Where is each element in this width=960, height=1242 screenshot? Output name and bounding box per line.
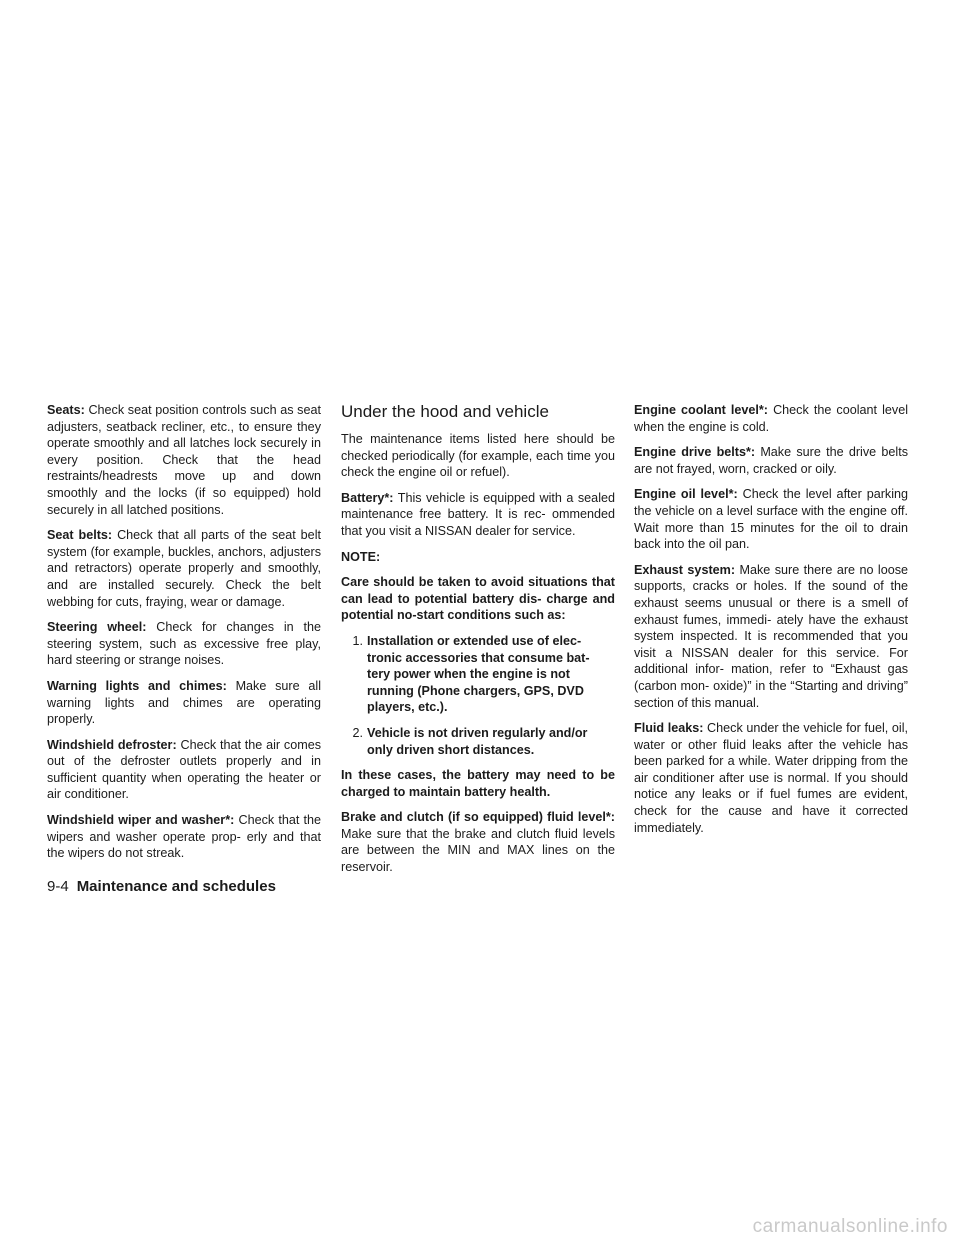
exhaust-label: Exhaust system: xyxy=(634,562,736,577)
column-right xyxy=(634,402,908,845)
drive-belts-text: Make sure the drive belts are not frayed, worn, cracked or oily. xyxy=(634,445,908,476)
coolant-paragraph xyxy=(634,402,908,435)
seats-label: Seats: xyxy=(47,403,85,417)
list-item xyxy=(341,725,615,758)
oil-level-label: Engine oil level*: xyxy=(634,487,738,502)
battery-text: This vehicle is equipped with a sealed maintenance free battery. It is rec- ommended that you visit a NISSAN dealer for service. xyxy=(341,490,615,538)
battery-paragraph xyxy=(341,490,615,540)
brake-clutch-label: Brake and clutch (if so equipped) fluid level*: xyxy=(341,810,615,825)
brake-clutch-text: Make sure that the brake and clutch fluid levels are between the MIN and MAX lines on the reservoir. xyxy=(341,826,615,875)
wiper-washer-text: Check that the wipers and washer operate prop- erly and that the wipers do not streak. xyxy=(47,813,322,861)
steering-wheel-label: Steering wheel: xyxy=(47,620,147,635)
steering-wheel-paragraph xyxy=(47,619,321,669)
windshield-defroster-label: Windshield defroster: xyxy=(47,737,177,752)
battery-condition-list xyxy=(341,633,615,758)
wiper-washer-label: Windshield wiper and washer*: xyxy=(47,813,235,828)
battery-label: Battery*: xyxy=(341,490,394,505)
seats-text: Check seat position controls such as seat adjusters, seatback recliner, etc., to ensure they operate smoothly and all latches lock securely in every position. Check that the head restraints/headrests move up and down smoothly and the locks (if so equipped) hold securely in all latched positions. xyxy=(47,403,321,517)
coolant-label: Engine coolant level*: xyxy=(634,403,768,417)
seat-belts-paragraph xyxy=(47,527,321,610)
warning-lights-text: Make sure all warning lights and chimes are operating properly. xyxy=(47,678,321,727)
seat-belts-text: Check that all parts of the seat belt system (for example, buckles, anchors, adjusters and retractors) operate properly and smoothly, and are installed securely. Check the belt webbing for cuts, fraying, wear or damage. xyxy=(47,528,321,609)
windshield-defroster-text: Check that the air comes out of the defroster outlets properly and in sufficient quantity when operating the heater or air conditioner. xyxy=(47,737,322,802)
intro-paragraph: The maintenance items listed here should be checked periodically (for example, each time you check the engine oil or refuel). xyxy=(341,432,615,480)
list-text: Installation or extended use of elec- tronic accessories that consume bat- tery power when the engine is not running (Phone chargers, GPS, DVD players, etc.). xyxy=(367,633,590,715)
exhaust-text: Make sure there are no loose supports, cracks or holes. If the sound of the exhaust seems unusual or there is a smell of exhaust fumes, immedi- ately have the exhaust system inspected. It is recommended that you visit a NISSAN dealer for this service. For additional infor- mation, refer to “Exhaust gas (carbon mon- oxide)” in the “Starting and driving” section of this manual. xyxy=(634,562,909,710)
cases-paragraph: In these cases, the battery may need to be charged to maintain battery health. xyxy=(341,768,615,799)
note-text: Care should be taken to avoid situations that can lead to potential battery dis- charge and potential no-start conditions such as: xyxy=(341,575,615,623)
windshield-defroster-paragraph xyxy=(47,737,321,803)
drive-belts-label: Engine drive belts*: xyxy=(634,445,756,460)
drive-belts-paragraph xyxy=(634,444,908,477)
warning-lights-paragraph xyxy=(47,678,321,728)
warning-lights-label: Warning lights and chimes: xyxy=(47,678,227,693)
section-title: Maintenance and schedules xyxy=(76,878,276,895)
list-text: Vehicle is not driven regularly and/or only driven short distances. xyxy=(367,725,588,757)
coolant-text: Check the coolant level when the engine is cold. xyxy=(634,403,908,434)
seat-belts-label: Seat belts: xyxy=(47,528,113,543)
column-left xyxy=(47,402,321,871)
steering-wheel-text: Check for changes in the steering system, such as excessive free play, hard steering or strange noises. xyxy=(47,620,322,668)
wiper-washer-paragraph xyxy=(47,812,321,862)
watermark: carmanualsonline.info xyxy=(752,1216,948,1237)
seats-paragraph xyxy=(47,402,321,518)
page-footer xyxy=(47,878,276,895)
oil-level-text: Check the level after parking the vehicle on a level surface with the engine off. Wait more than 15 minutes for the oil to drain back into the oil pan. xyxy=(634,487,909,552)
exhaust-paragraph xyxy=(634,562,908,711)
column-middle xyxy=(341,402,615,885)
list-number: 2. xyxy=(352,725,363,740)
brake-clutch-paragraph xyxy=(341,809,615,875)
fluid-leaks-text: Check under the vehicle for fuel, oil, water or other fluid leaks after the vehicle has been parked for a while. Water dripping from the air conditioner after use is normal. If you should notice any leaks or if fuel fumes are evident, check for the cause and have it corrected immediately. xyxy=(634,721,908,835)
fluid-leaks-paragraph xyxy=(634,720,908,836)
fluid-leaks-label: Fluid leaks: xyxy=(634,721,704,736)
oil-level-paragraph xyxy=(634,486,908,552)
note-label: NOTE: xyxy=(341,549,381,564)
section-heading: Under the hood and vehicle xyxy=(341,402,549,421)
list-number: 1. xyxy=(352,633,363,648)
page-number: 9-4 xyxy=(47,878,69,895)
list-item xyxy=(341,633,615,716)
